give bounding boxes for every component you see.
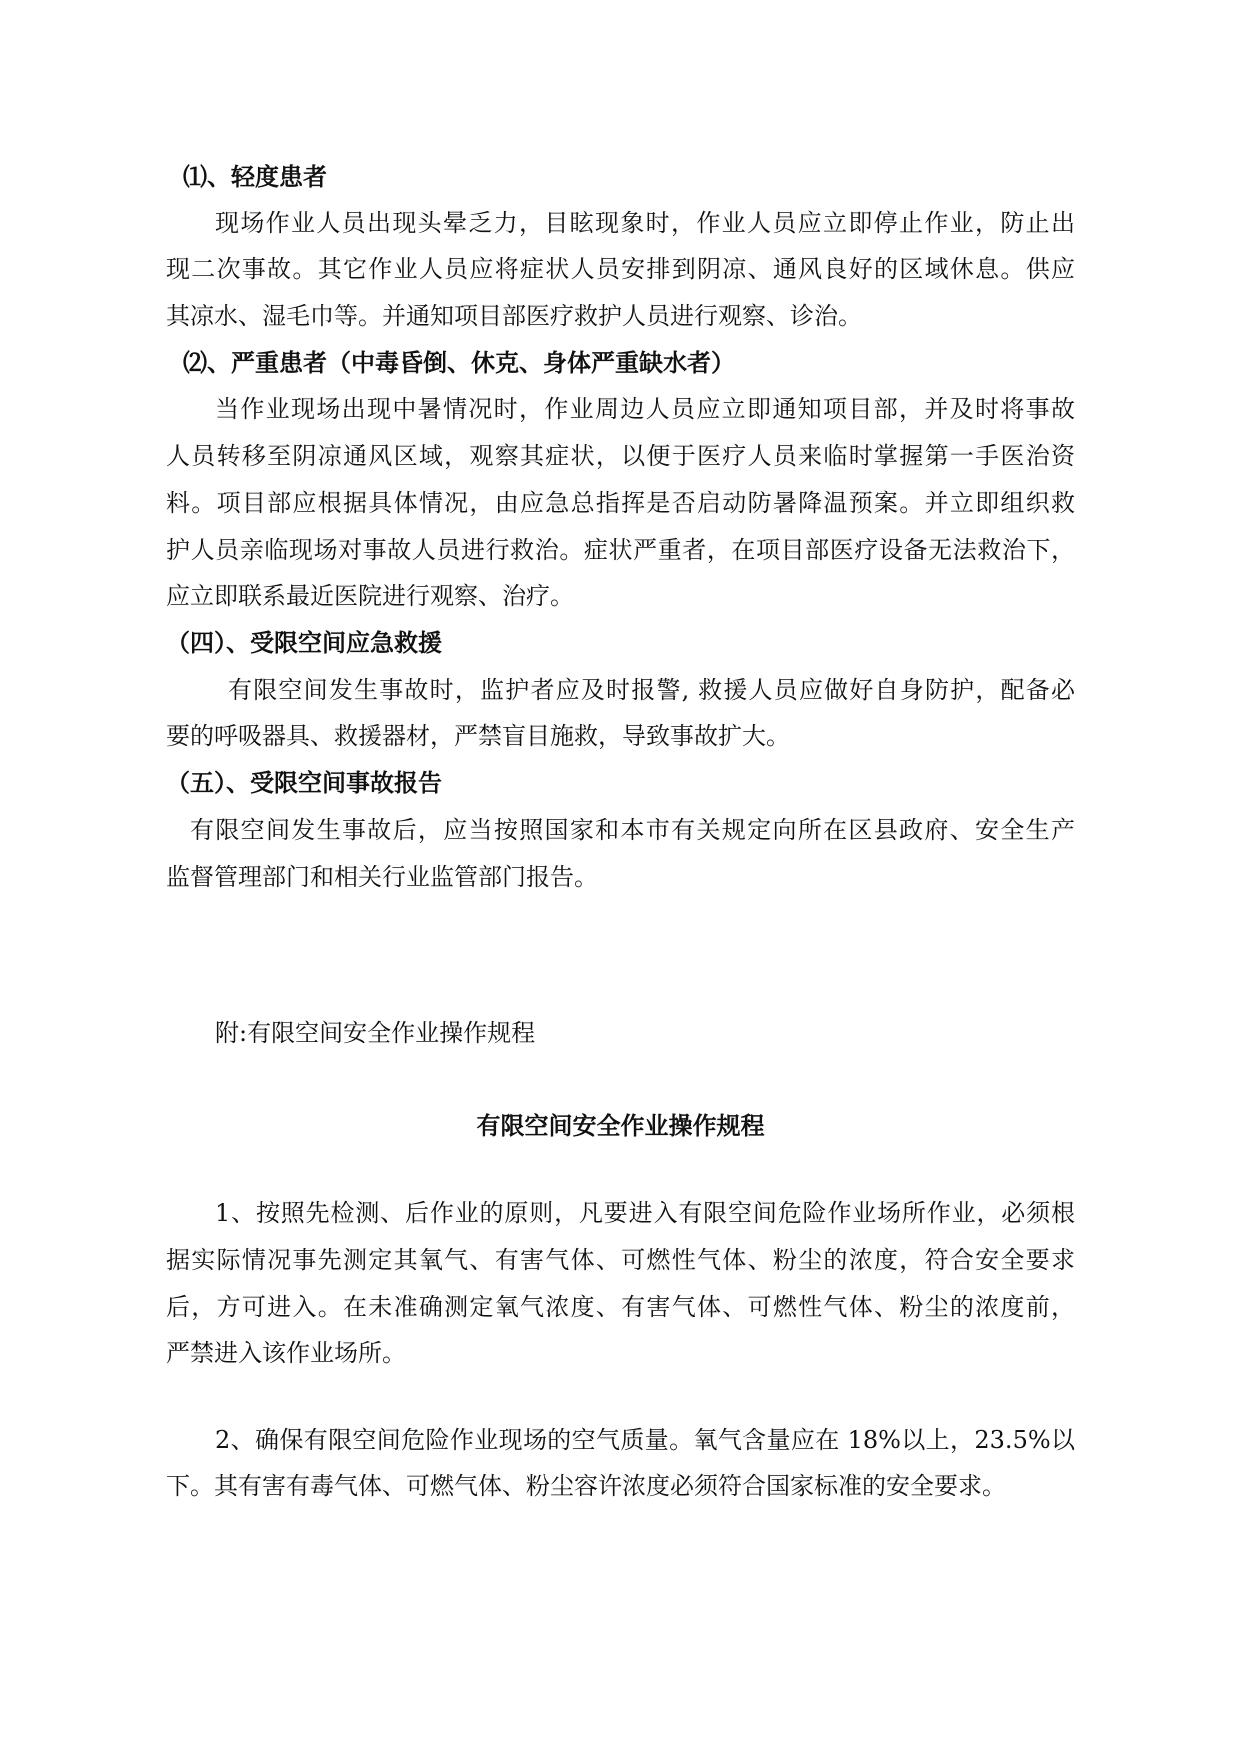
paragraph-line: 1、按照先检测、后作业的原则，凡要进入有限空间危险作业场所作业，必须根: [215, 1199, 1075, 1227]
paragraph-line: 后，方可进入。在未准确测定氧气浓度、有害气体、可燃性气体、粉尘的浓度前，: [166, 1293, 1075, 1321]
paragraph-line: 当作业现场出现中暑情况时，作业周边人员应立即通知项目部，并及时将事故: [215, 395, 1075, 423]
section-heading-mild-patients: ⑴、轻度患者: [183, 162, 327, 191]
paragraph-line: 要的呼吸器具、救援器材，严禁盲目施救，导致事故扩大。: [166, 722, 790, 750]
paragraph-line: 有限空间发生事故后，应当按照国家和本市有关规定向所在区县政府、安全生产: [190, 816, 1075, 844]
paragraph-line: 现场作业人员出现头晕乏力，目眩现象时，作业人员应立即停止作业，防止出: [215, 209, 1075, 237]
paragraph-line: 据实际情况事先测定其氧气、有害气体、可燃性气体、粉尘的浓度，符合安全要求: [166, 1246, 1075, 1274]
paragraph-line: 下。其有害有毒气体、可燃气体、粉尘容许浓度必须符合国家标准的安全要求。: [166, 1472, 1006, 1500]
paragraph-line: 其凉水、湿毛巾等。并通知项目部医疗救护人员进行观察、诊治。: [166, 302, 862, 330]
section-heading-rescue: （四）、受限空间应急救援: [166, 628, 442, 657]
paragraph-line: 料。项目部应根据具体情况，由应急总指挥是否启动防暑降温预案。并立即组织救: [166, 489, 1075, 517]
paragraph-line: 2、确保有限空间危险作业现场的空气质量。氧气含量应在 18%以上，23.5%以: [215, 1426, 1075, 1454]
appendix-note: 附:有限空间安全作业操作规程: [215, 1019, 536, 1047]
section-heading-report: （五）、受限空间事故报告: [166, 768, 442, 797]
document-title: 有限空间安全作业操作规程: [476, 1111, 765, 1140]
paragraph-line: 应立即联系最近医院进行观察、治疗。: [166, 582, 574, 610]
paragraph-line: 护人员亲临现场对事故人员进行救治。症状严重者，在项目部医疗设备无法救治下，: [166, 536, 1075, 564]
paragraph-line: 人员转移至阴凉通风区域，观察其症状，以便于医疗人员来临时掌握第一手医治资: [166, 442, 1075, 470]
paragraph-line: 监督管理部门和相关行业监管部门报告。: [166, 863, 598, 891]
paragraph-line: 有限空间发生事故时，监护者应及时报警, 救援人员应做好自身防护，配备必: [228, 676, 1075, 704]
section-heading-severe-patients: ⑵、严重患者（中毒昏倒、休克、身体严重缺水者）: [183, 348, 735, 377]
paragraph-line: 严禁进入该作业场所。: [166, 1339, 406, 1367]
paragraph-line: 现二次事故。其它作业人员应将症状人员安排到阴凉、通风良好的区域休息。供应: [166, 255, 1075, 283]
